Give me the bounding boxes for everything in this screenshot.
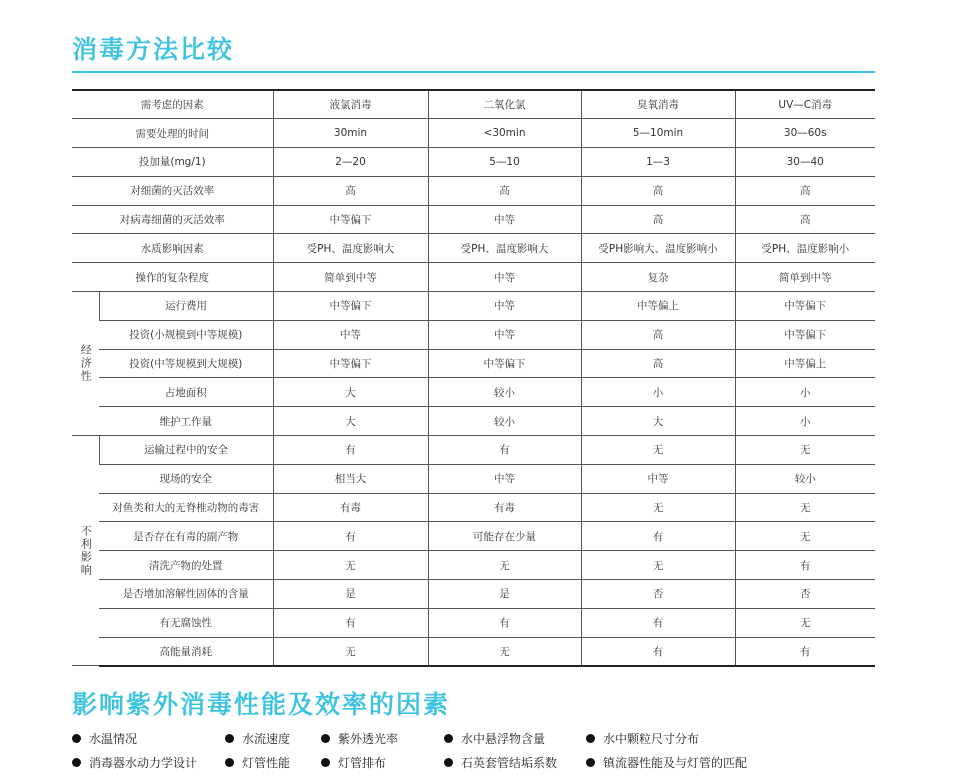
value-cell: 无 [581,493,735,522]
table-row [72,148,875,177]
factor-item [586,753,776,771]
value-cell: 中等偏下 [273,349,428,378]
table-row [72,580,875,609]
row-label-cell: 占地面积 [99,378,273,407]
value-cell: 较小 [428,407,581,436]
section-title-uv-factors: 影响紫外消毒性能及效率的因素 [72,690,451,719]
row-label-cell: 清洗产物的处置 [99,551,273,580]
bullet-icon [586,758,595,767]
section-title-comparison: 消毒方法比较 [72,35,235,64]
header-method-cell: UV—C消毒 [735,90,875,119]
table-row [72,176,875,205]
bullet-icon [72,758,81,767]
row-label-cell: 投加量(mg/1) [72,148,273,177]
factor-label: 水中颗粒尺寸分布 [603,731,700,746]
bullet-icon [72,734,81,743]
bullet-icon [321,734,330,743]
row-label-cell: 对细菌的灭活效率 [72,176,273,205]
value-cell: 受PH、温度影响大 [273,234,428,263]
value-cell: 有 [735,637,875,666]
row-label-cell: 需要处理的时间 [72,119,273,148]
value-cell: 中等 [428,205,581,234]
value-cell: 是 [273,580,428,609]
table-row [72,234,875,263]
header-factor-cell: 需考虑的因素 [72,90,273,119]
value-cell: 较小 [735,464,875,493]
value-cell: 大 [273,407,428,436]
value-cell: 有 [428,436,581,465]
value-cell: 30min [273,119,428,148]
factor-item [444,753,586,771]
table-row [72,464,875,493]
table-row [72,292,875,321]
header-method-cell: 二氧化氯 [428,90,581,119]
value-cell: 复杂 [581,263,735,292]
value-cell: 中等偏下 [428,349,581,378]
row-label-cell: 运输过程中的安全 [99,436,273,465]
comparison-table [72,89,875,667]
factor-item [225,753,321,771]
value-cell: 有毒 [428,493,581,522]
bullet-icon [586,734,595,743]
value-cell: 有毒 [273,493,428,522]
value-cell: 中等 [428,464,581,493]
value-cell: 受PH、温度影响大 [428,234,581,263]
value-cell: 高 [581,176,735,205]
row-label-cell: 对鱼类和大的无脊椎动物的毒害 [99,493,273,522]
factor-list [72,729,875,771]
table-row [72,407,875,436]
value-cell: 是 [428,580,581,609]
table-row [72,263,875,292]
value-cell: 无 [273,551,428,580]
value-cell: 无 [428,637,581,666]
table-row [72,119,875,148]
value-cell: 中等偏下 [273,292,428,321]
factor-label: 镇流器性能及与灯管的匹配 [603,755,748,770]
value-cell: 高 [735,205,875,234]
value-cell: 高 [581,349,735,378]
table-header-row [72,90,875,119]
table-row [72,320,875,349]
value-cell: 无 [428,551,581,580]
table-row [72,378,875,407]
bullet-icon [321,758,330,767]
factor-item [225,729,321,747]
value-cell: 无 [735,522,875,551]
bullet-icon [225,734,234,743]
value-cell: 无 [581,551,735,580]
factor-label: 紫外透光率 [338,731,399,746]
factor-item [321,753,444,771]
value-cell: 有 [581,637,735,666]
value-cell: 5—10min [581,119,735,148]
value-cell: 无 [581,436,735,465]
row-label-cell: 维护工作量 [99,407,273,436]
factor-label: 石英套管结垢系数 [461,755,558,770]
table-row [72,637,875,666]
factor-item [586,729,776,747]
value-cell: 中等偏下 [735,292,875,321]
value-cell: 否 [735,580,875,609]
table-row [72,205,875,234]
value-cell: 高 [581,320,735,349]
value-cell: <30min [428,119,581,148]
value-cell: 否 [581,580,735,609]
value-cell: 大 [581,407,735,436]
table-row [72,551,875,580]
value-cell: 高 [581,205,735,234]
value-cell: 有 [273,522,428,551]
value-cell: 简单到中等 [273,263,428,292]
value-cell: 受PH、温度影响小 [735,234,875,263]
value-cell: 小 [735,378,875,407]
row-label-cell: 投资(中等规模到大规模) [99,349,273,378]
value-cell: 无 [735,608,875,637]
title-divider [72,71,875,73]
value-cell: 有 [273,608,428,637]
factor-item [72,753,225,771]
group-label-adverse: 不利影响 [72,436,99,666]
value-cell: 中等 [428,292,581,321]
value-cell: 高 [428,176,581,205]
row-label-cell: 对病毒细菌的灭活效率 [72,205,273,234]
value-cell: 中等 [581,464,735,493]
value-cell: 有 [273,436,428,465]
value-cell: 中等 [428,263,581,292]
value-cell: 中等 [273,320,428,349]
value-cell: 中等偏下 [735,320,875,349]
value-cell: 相当大 [273,464,428,493]
value-cell: 2—20 [273,148,428,177]
value-cell: 大 [273,378,428,407]
header-method-cell: 臭氧消毒 [581,90,735,119]
value-cell: 高 [273,176,428,205]
row-label-cell: 投资(小规模到中等规模) [99,320,273,349]
table-row [72,436,875,465]
factor-label: 消毒器水动力学设计 [89,755,198,770]
value-cell: 无 [735,493,875,522]
value-cell: 有 [581,522,735,551]
value-cell: 中等偏上 [581,292,735,321]
value-cell: 有 [581,608,735,637]
value-cell: 1—3 [581,148,735,177]
row-label-cell: 是否存在有毒的副产物 [99,522,273,551]
value-cell: 小 [581,378,735,407]
value-cell: 有 [428,608,581,637]
factor-label: 水温情况 [89,731,138,746]
row-label-cell: 操作的复杂程度 [72,263,273,292]
value-cell: 小 [735,407,875,436]
factor-label: 灯管排布 [338,755,387,770]
value-cell: 30—40 [735,148,875,177]
value-cell: 无 [735,436,875,465]
bullet-icon [444,758,453,767]
row-label-cell: 有无腐蚀性 [99,608,273,637]
factor-item [321,729,444,747]
row-label-cell: 水质影响因素 [72,234,273,263]
factor-label: 水中悬浮物含量 [461,731,546,746]
value-cell: 5—10 [428,148,581,177]
bullet-icon [225,758,234,767]
group-label-economic: 经济性 [72,292,99,436]
value-cell: 可能存在少量 [428,522,581,551]
value-cell: 中等 [428,320,581,349]
bullet-icon [444,734,453,743]
value-cell: 中等偏下 [273,205,428,234]
table-row [72,493,875,522]
row-label-cell: 高能量消耗 [99,637,273,666]
row-label-cell: 是否增加溶解性固体的含量 [99,580,273,609]
factor-label: 水流速度 [242,731,291,746]
value-cell: 简单到中等 [735,263,875,292]
row-label-cell: 运行费用 [99,292,273,321]
value-cell: 有 [735,551,875,580]
value-cell: 受PH影响大、温度影响小 [581,234,735,263]
factor-label: 灯管性能 [242,755,291,770]
value-cell: 高 [735,176,875,205]
value-cell: 无 [273,637,428,666]
value-cell: 30—60s [735,119,875,148]
row-label-cell: 现场的安全 [99,464,273,493]
value-cell: 中等偏上 [735,349,875,378]
factor-item [72,729,225,747]
factor-item [444,729,586,747]
table-row [72,608,875,637]
table-row [72,522,875,551]
header-method-cell: 液氯消毒 [273,90,428,119]
table-row [72,349,875,378]
value-cell: 较小 [428,378,581,407]
